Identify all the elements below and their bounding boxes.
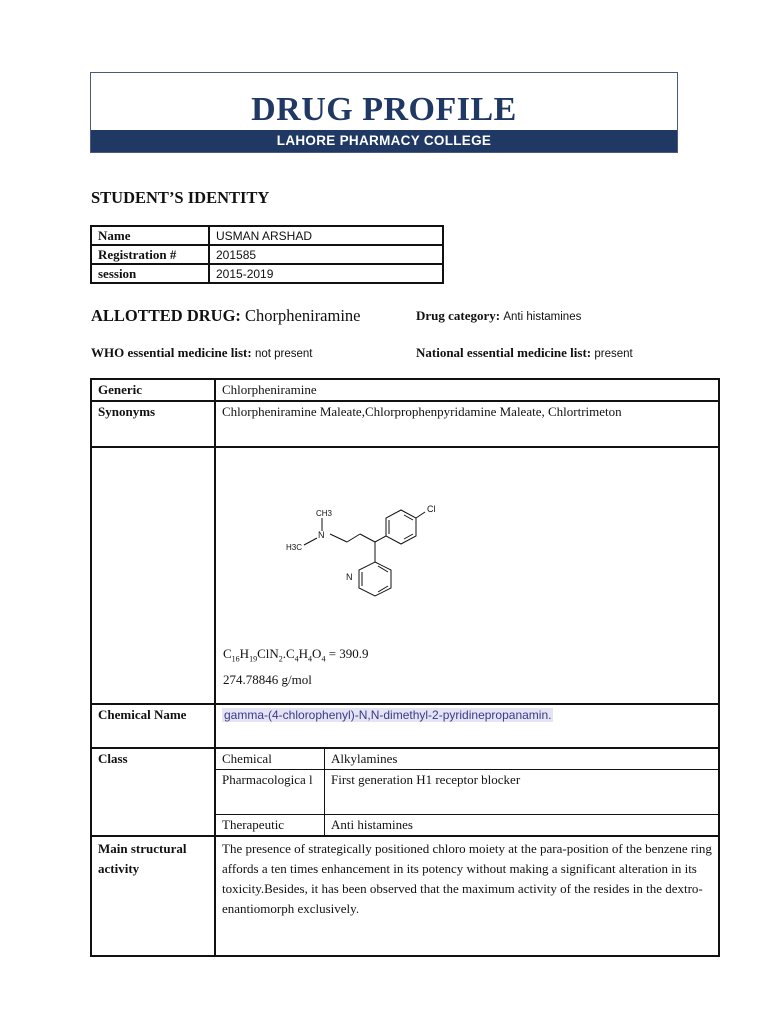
national-list-value: present bbox=[594, 348, 633, 360]
class-type-therapeutic: Therapeutic bbox=[216, 815, 325, 836]
table-row bbox=[91, 264, 443, 283]
formula-text: $C_{16}H_{19}ClN_2.C_4H_4O_4$ bbox=[223, 646, 326, 664]
who-list-label: WHO essential medicine list: bbox=[91, 345, 252, 360]
sar-value: The presence of strategically positioned chloro moiety at the para-position of the benzene ring affords a ten times enhancement in its potency without making a significant alteration in its toxicity.Besides, it has been observed that the maximum activity of the resides in the dextro-enantiomorph exclusively. bbox=[215, 836, 719, 956]
table-row bbox=[91, 379, 719, 401]
table-row bbox=[91, 704, 719, 748]
page-title: DRUG PROFILE bbox=[251, 91, 517, 128]
generic-label: Generic bbox=[91, 379, 215, 401]
header-box bbox=[90, 72, 678, 153]
molecular-formula bbox=[223, 644, 369, 690]
class-type-pharmacological: Pharmacologica l bbox=[216, 770, 325, 815]
who-list-value: not present bbox=[254, 348, 313, 360]
college-banner: LAHORE PHARMACY COLLEGE bbox=[91, 130, 677, 152]
student-identity-table bbox=[90, 225, 444, 284]
session-label: session bbox=[91, 264, 209, 283]
atom-ch3-top: CH3 bbox=[316, 509, 333, 518]
structure-label-cell bbox=[91, 447, 215, 704]
table-row bbox=[91, 226, 443, 245]
table-row bbox=[91, 836, 719, 956]
sar-label: Main structural activity bbox=[91, 836, 215, 956]
atom-cl: Cl bbox=[427, 504, 436, 514]
table-row bbox=[216, 770, 718, 815]
table-row bbox=[91, 447, 719, 704]
allotted-drug bbox=[91, 306, 361, 326]
class-value-therapeutic: Anti histamines bbox=[325, 815, 719, 836]
national-list bbox=[416, 345, 633, 361]
class-type-chemical: Chemical bbox=[216, 749, 325, 770]
formula-mass: = 390.9 bbox=[328, 646, 369, 661]
chemical-name-cell bbox=[215, 704, 719, 748]
allotted-drug-value: Chorpheniramine bbox=[245, 306, 361, 325]
synonyms-label: Synonyms bbox=[91, 401, 215, 447]
student-identity-heading: STUDENT’S IDENTITY bbox=[91, 188, 270, 207]
chemical-name-label: Chemical Name bbox=[91, 704, 215, 748]
class-label: Class bbox=[91, 748, 215, 836]
class-value-pharmacological: First generation H1 receptor blocker bbox=[325, 770, 719, 815]
structure-cell bbox=[215, 447, 719, 704]
drug-category bbox=[416, 308, 581, 324]
registration-label: Registration # bbox=[91, 245, 209, 264]
atom-n-pyridine: N bbox=[346, 572, 353, 582]
who-list bbox=[91, 345, 312, 361]
national-list-label: National essential medicine list: bbox=[416, 345, 592, 360]
benzene-ring bbox=[386, 510, 416, 544]
table-row bbox=[91, 401, 719, 447]
session-value: 2015-2019 bbox=[209, 264, 443, 283]
molar-mass: 274.78846 g/mol bbox=[223, 671, 312, 687]
drug-category-label: Drug category: bbox=[416, 308, 501, 323]
allotted-drug-label: ALLOTTED DRUG: bbox=[91, 306, 241, 325]
pyridine-ring bbox=[359, 562, 391, 596]
class-cell bbox=[215, 748, 719, 836]
class-table bbox=[216, 749, 718, 835]
table-row bbox=[91, 748, 719, 836]
registration-value: 201585 bbox=[209, 245, 443, 264]
name-value: USMAN ARSHAD bbox=[209, 226, 443, 245]
atom-h3c-left: H3C bbox=[286, 543, 303, 552]
atom-n-amine: N bbox=[318, 530, 325, 540]
table-row bbox=[216, 815, 718, 836]
cl-bond bbox=[416, 512, 425, 518]
table-row bbox=[216, 749, 718, 770]
table-row bbox=[91, 245, 443, 264]
class-value-chemical: Alkylamines bbox=[325, 749, 719, 770]
name-label: Name bbox=[91, 226, 209, 245]
chemical-name-value: gamma-(4-chlorophenyl)-N,N-dimethyl-2-pyridinepropanamin. bbox=[224, 708, 552, 722]
generic-value: Chlorpheniramine bbox=[215, 379, 719, 401]
synonyms-value: Chlorpheniramine Maleate,Chlorprophenpyridamine Maleate, Chlortrimeton bbox=[215, 401, 719, 447]
drug-profile-table bbox=[90, 378, 720, 957]
drug-category-value: Anti histamines bbox=[503, 311, 582, 323]
